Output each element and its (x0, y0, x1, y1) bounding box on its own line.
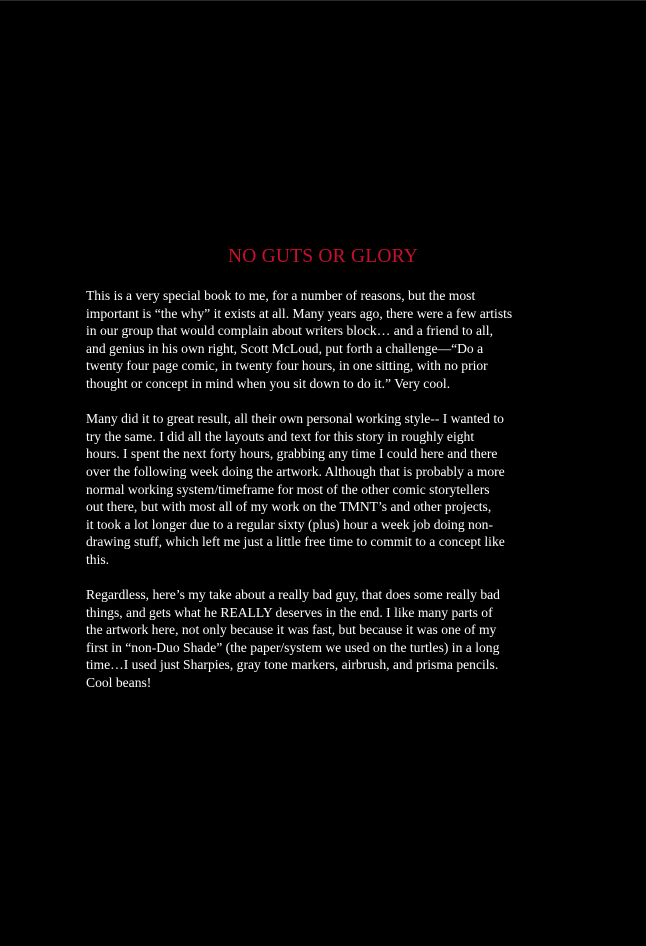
paragraph-2 (86, 410, 560, 568)
text-line: try the same. I did all the layouts and text for this story in roughly eight (86, 428, 475, 444)
text-line: hours. I spent the next forty hours, grabbing any time I could here and there (86, 446, 498, 462)
body-text (86, 287, 560, 709)
text-line: normal working system/timeframe for most of the other comic storytellers (86, 481, 490, 497)
text-line: things, and gets what he REALLY deserves in the end. I like many parts of (86, 604, 493, 620)
text-line: it took a lot longer due to a regular sixty (plus) hour a week job doing non- (86, 516, 493, 532)
text-line: this. (86, 551, 110, 567)
text-line: Cool beans! (86, 675, 152, 691)
text-line: in our group that would complain about writers block… and a friend to all, (86, 323, 493, 339)
text-line: over the following week doing the artwork. Although that is probably a more (86, 463, 505, 479)
text-line: This is a very special book to me, for a number of reasons, but the most (86, 288, 476, 303)
text-line: twenty four page comic, in twenty four hours, in one sitting, with no prior (86, 358, 488, 374)
text-line: out there, but with most all of my work on the TMNT’s and other projects, (86, 499, 492, 515)
page-title: NO GUTS OR GLORY (227, 246, 419, 267)
text-line: thought or concept in mind when you sit down to do it.” Very cool. (86, 375, 451, 391)
paragraph-3 (86, 586, 560, 692)
text-line: drawing stuff, which left me just a little free time to commit to a concept like (86, 534, 505, 550)
text-line: the artwork here, not only because it was fast, but because it was one of my (86, 622, 497, 638)
text-line: first in “non-Duo Shade” (the paper/system we used on the turtles) in a long (86, 639, 500, 655)
text-line: and genius in his own right, Scott McLoud, put forth a challenge—“Do a (86, 340, 484, 356)
text-line: Many did it to great result, all their own personal working style-- I wanted to (86, 411, 504, 427)
paragraph-1 (86, 287, 560, 393)
text-line: important is “the why” it exists at all. Many years ago, there were a few artists (86, 305, 513, 321)
text-line: Regardless, here’s my take about a really bad guy, that does some really bad (86, 587, 500, 603)
text-line: time…I used just Sharpies, gray tone markers, airbrush, and prisma pencils. (86, 657, 499, 673)
